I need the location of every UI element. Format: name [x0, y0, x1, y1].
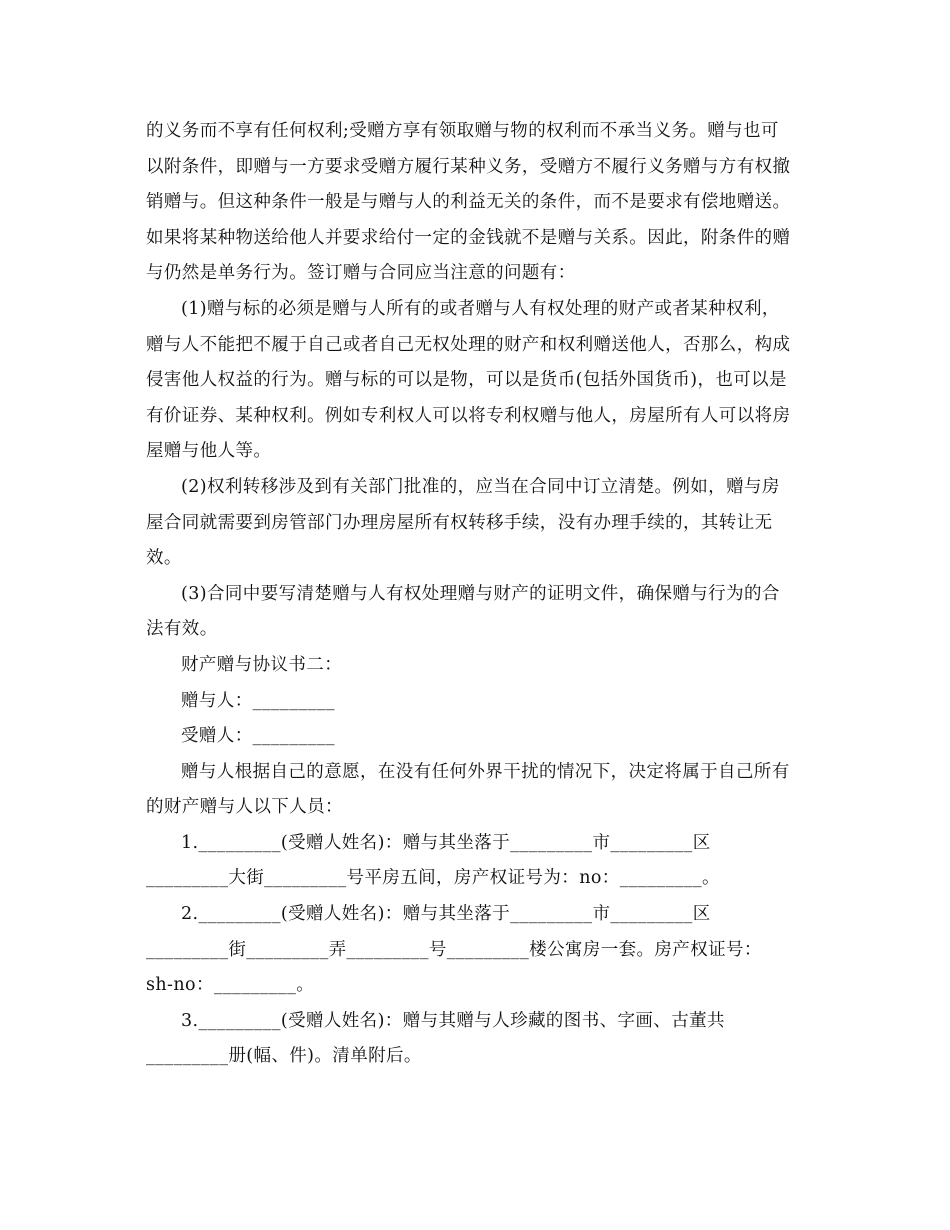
- gift-item-1: 1._________(受赠人姓名)：赠与其坐落于_________市_________区 _________大街_________号平房五间，房产权证号为：no：_________。: [146, 832, 720, 889]
- agreement-title: 财产赠与协议书二：: [181, 654, 343, 675]
- paragraph-intro: 的义务而不享有任何权利;受赠方享有领取赠与物的权利而不承当义务。赠与也可以附条件，即赠与一方要求受赠方履行某种义务，受赠方不履行义务赠与方有权撤销赠与。但这种条件一般是与赠与人的利益无关的条件，而不是要求有偿地赠送。如果将某种物送给他人并要求给付一定的金钱就不是赠与关系。因此，附条件的赠与仍然是单务行为。签订赠与合同应当注意的问题有：: [146, 121, 791, 284]
- recipient-field: 受赠人：_________: [181, 726, 335, 747]
- gift-item-2: 2._________(受赠人姓名)：赠与其坐落于_________市_________区 _________街_________弄_________号_________楼公寓房一套。房产权证号： sh-no：_________。: [146, 904, 762, 996]
- paragraph-point-3: (3)合同中要写清楚赠与人有权处理赠与财产的证明文件，确保赠与行为的合法有效。: [146, 583, 780, 640]
- paragraph-point-2: (2)权利转移涉及到有关部门批准的，应当在合同中订立清楚。例如，赠与房屋合同就需要到房管部门办理房屋所有权转移手续，没有办理手续的，其转让无效。: [146, 476, 780, 569]
- paragraph-point-1: (1)赠与标的必须是赠与人所有的或者赠与人有权处理的财产或者某种权利，赠与人不能把不履于自己或者自己无权处理的财产和权利赠送他人，否那么，构成侵害他人权益的行为。赠与标的可以是物，可以是货币(包括外国货币)，也可以是有价证券、某种权利。例如专利权人可以将专利权赠与他人，房屋所有人可以将房屋赠与他人等。: [146, 298, 791, 462]
- donor-field: 赠与人：_________: [181, 690, 335, 711]
- gift-item-3: 3._________(受赠人姓名)：赠与其赠与人珍藏的图书、字画、古董共 _________册(幅、件)。清单附后。: [146, 1010, 725, 1067]
- paragraph-declaration: 赠与人根据自己的意愿，在没有任何外界干扰的情况下，决定将属于自己所有的财产赠与人以下人员：: [146, 761, 790, 818]
